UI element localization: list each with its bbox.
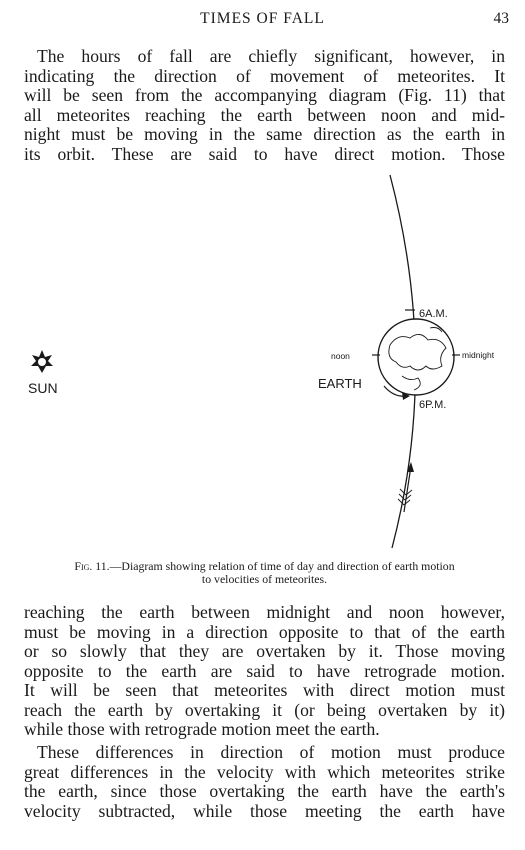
- text-line: night must be moving in the same direction as the earth in: [24, 124, 505, 144]
- text-line: must be moving in a direction opposite to that of the earth: [24, 621, 505, 642]
- orbit-diagram: [0, 170, 525, 555]
- earth-label: EARTH: [318, 376, 362, 391]
- text-line: its orbit. These are said to have direct motion. Those: [24, 143, 505, 164]
- six-pm-label: 6P.M.: [419, 399, 447, 411]
- figure-number: Fig. 11.: [74, 559, 110, 573]
- text-line: indicating the direction of movement of meteorites. It: [24, 65, 505, 86]
- text-line: These differences in direction of motion must produce: [37, 742, 505, 762]
- midnight-label: midnight: [462, 350, 495, 360]
- six-am-label: 6A.M.: [419, 308, 448, 320]
- orbit-direction-arrow-icon: [398, 462, 414, 512]
- text-line: It will be seen that meteorites with direct motion must: [24, 680, 505, 700]
- running-title: TIMES OF FALL: [200, 10, 325, 27]
- figure-caption: [24, 560, 505, 586]
- caption-text-1: —Diagram showing relation of time of day and direction of earth motion: [109, 559, 455, 573]
- text-line: reach the earth by overtaking it (or being overtaken by it): [24, 699, 505, 720]
- page-number: 43: [493, 10, 509, 27]
- text-line: great differences in the velocity with which meteorites strike: [24, 761, 505, 782]
- text-line: opposite to the earth are said to have retrograde motion.: [24, 660, 505, 681]
- sun-icon: [31, 350, 53, 373]
- text-line: the earth, since those overtaking the earth have the earth's: [24, 781, 505, 801]
- paragraph-1: [24, 47, 505, 164]
- text-line: reaching the earth between midnight and noon however,: [24, 602, 505, 622]
- text-line: or so slowly that they are overtaken by it. Those moving: [24, 641, 505, 661]
- text-line: The hours of fall are chiefly significant, however, in: [37, 46, 505, 66]
- noon-label: noon: [331, 351, 350, 361]
- paragraph-2: [24, 603, 505, 740]
- earth-globe-icon: [378, 319, 454, 395]
- text-line: will be seen from the accompanying diagram (Fig. 11) that: [24, 85, 505, 105]
- sun-label: SUN: [28, 380, 58, 396]
- text-line: velocity subtracted, while those meeting the earth have: [24, 800, 505, 821]
- paragraph-3: [24, 743, 505, 821]
- text-line: while those with retrograde motion meet the earth.: [24, 719, 380, 739]
- caption-line-2: to velocities of meteorites.: [201, 572, 328, 586]
- text-line: all meteorites reaching the earth between noon and mid-: [24, 104, 505, 125]
